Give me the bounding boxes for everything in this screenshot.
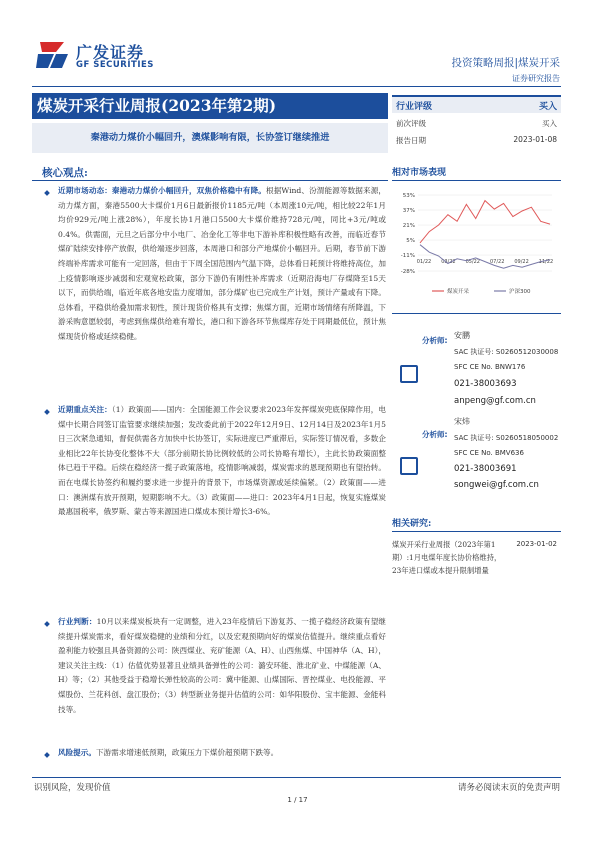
related-research-date: 2023-01-02 [516, 540, 557, 548]
rating-header [392, 95, 561, 113]
analyst-name: 宋炜 [454, 417, 470, 426]
analyst-sac: SAC 执证号: S0260518050002 [454, 434, 559, 442]
footer-divider [32, 777, 561, 778]
page-number: 1 / 17 [287, 796, 308, 804]
market-divider [392, 180, 561, 181]
analyst-phone: 021-38003691 [454, 464, 517, 474]
report-date-value: 2023-01-08 [513, 135, 557, 144]
paragraph-lead: 行业判断： [58, 617, 97, 626]
report-date-label: 报告日期 [396, 136, 426, 145]
prev-rating-value: 买入 [542, 119, 557, 128]
x-tick-label: 05/22 [465, 259, 481, 266]
report-title: 煤炭开采行业周报(2023年第2期) [32, 93, 388, 119]
analyst-sfc: SFC CE No. BNW176 [454, 363, 526, 371]
y-tick-label: 53% [402, 193, 415, 199]
series-line [420, 201, 550, 243]
analyst-sfc: SFC CE No. BMV636 [454, 449, 524, 457]
analyst-role-label: 分析师: [422, 430, 448, 439]
prev-rating-label: 前次评级 [396, 119, 426, 128]
paragraph-text: 根据Wind、汾渭能源等数据来源，动力煤方面，秦港5500大卡煤价1月6日最新报价1185元/吨（本周涨10元/吨，相比较22年1月均价929元/吨上涨28%），年度长协1月港口5500大卡煤价维持728元/吨，同比+3元/吨或0.4%。供需面，元旦之后部分中小电厂、冶金化工等非电下游补库积极性略有改善，而临近春节煤矿陆续安排停产放假，供给端逐步回落，本周港口和部分产地煤价小幅回升。后期，春节前下游终端补库需求可能有一定回落，但由于下周全国范围内气温下降，总体看日耗预计将维持高位，加上疫情影响逐步减弱和宏观宽松政策，部分下游仍有刚性补库需求（近期沿海电厂存煤降至15天以下，而供给端，临近年底各地安监力度增加，部分煤矿也已完成生产计划，预计产量或有下降。总体看，平稳供给叠加需求韧性，预计现货价格具有支撑；焦煤方面，近期市场情绪有所降温，下游采购意愿较弱，考虑到焦煤供给难有增长，港口和下游各环节焦煤库存处于同期最低位，预计焦煤现货价格或延续稳健。 [58, 186, 386, 341]
report-subtitle: 秦港动力煤价小幅回升，澳煤影响有限，长协签订继续推进 [32, 123, 388, 153]
rating-value: 买入 [538, 102, 557, 112]
y-tick-label: -28% [400, 269, 415, 275]
x-tick-label: 11/22 [538, 259, 554, 266]
logo-text-cn: 广发证券 [76, 43, 145, 62]
paragraph-text: 10月以来煤炭板块有一定调整，进入23年疫情后下游复苏、一揽子稳经济政策有望继续提升煤炭需求，看好煤炭稳健的业绩和分红，以及宏观预期向好的煤炭估值提升。继续重点看好盈利能力较强且具备资源的公司：陕西煤业、兖矿能源（A、H）、山西焦煤、中国神华（A、H），建议关注主线：（1）估值优势显著且业绩具备弹性的公司：潞安环能、淮北矿业、中煤能源（A、H）等；（2）其他受益于稳增长弹性较高的公司：冀中能源、山煤国际、晋控煤业、电投能源、平煤股份、兰花科创、盘江股份；（3）转型新业务提升估值的公司：如华阳股份、宝丰能源、金能科技等。 [58, 617, 387, 714]
header-divider [32, 86, 561, 87]
analyst-sac: SAC 执证号: S0260512030008 [454, 348, 559, 356]
y-tick-label: 37% [402, 208, 415, 215]
industry-judgement-paragraph [58, 615, 386, 717]
core-divider [32, 180, 388, 181]
x-tick-label: 01/22 [416, 259, 432, 266]
x-tick-label: 07/22 [489, 259, 505, 266]
x-tick-label: 09/22 [514, 259, 529, 266]
analyst-divider [392, 313, 561, 314]
gf-securities-logo [34, 38, 164, 74]
bullet-icon [44, 621, 50, 627]
key-focus-paragraph [58, 403, 386, 520]
related-research-item[interactable] [392, 538, 561, 577]
risk-warning-paragraph [58, 746, 386, 761]
analyst-phone: 021-38003693 [454, 379, 517, 389]
bullet-icon [44, 190, 50, 196]
contact-card-icon [400, 365, 418, 383]
bullet-icon [44, 752, 50, 758]
analyst-name: 安鹏 [454, 331, 470, 340]
y-tick-label: 21% [402, 223, 415, 230]
footer-slogan: 识别风险，发现价值 [34, 783, 111, 793]
relative-performance-chart [392, 187, 561, 304]
paragraph-lead: 风险提示。 [58, 748, 96, 757]
logo-text-en: GF SECURITIES [76, 60, 154, 70]
performance-chart-svg [392, 187, 561, 304]
document-kind: 证券研究报告 [512, 74, 560, 83]
y-tick-label: 5% [406, 238, 415, 245]
market-performance-title: 相对市场表现 [392, 168, 447, 178]
core-view-title: 核心观点: [42, 167, 88, 179]
legend-label: 沪深300 [509, 289, 531, 295]
bullet-icon [44, 409, 50, 415]
analyst-role-label: 分析师: [422, 336, 448, 345]
paragraph-text: 下游需求增速低预期，政策压力下煤价超预期下跌等。 [95, 748, 279, 757]
related-research-title: 相关研究: [392, 519, 432, 529]
paragraph-lead: 近期市场动态：秦港动力煤价小幅回升，双焦价格稳中有降。 [58, 186, 266, 195]
market-dynamics-paragraph [58, 184, 386, 345]
rating-heading: 行业评级 [396, 102, 433, 112]
report-type: 投资策略周报|煤炭开采 [451, 57, 560, 69]
contact-card-icon [400, 457, 418, 475]
related-divider [392, 531, 561, 532]
related-research-text: 煤炭开采行业周报（2023年第1期）:1月电煤年度长协价格维持，23年进口煤或本提升限制增量 [392, 540, 502, 575]
x-tick-label: 03/22 [441, 259, 456, 266]
series-line [420, 245, 550, 269]
gf-logo-icon [34, 38, 70, 72]
footer-disclaimer: 请务必阅读末页的免责声明 [457, 783, 560, 793]
legend-label: 煤炭开采 [447, 289, 470, 295]
analyst-email[interactable]: anpeng@gf.com.cn [454, 396, 536, 406]
paragraph-text: （1）政策面——国内：全国能源工作会议要求2023年发挥煤炭兜底保障作用，电煤中长期合同签订监管要求继续加强；发改委此前于2022年12月9日、12月14日及2023年1月5日三次紧急通知，督促供需各方加快中长协签订，实际进度已严重滞后，实际签订情况看，多数企业相比22年长协变化整体不大（部分前期长协比例较低的公司长协略有增长），主此长协政策面整体已趋于平稳。后续在稳经济一揽子政策落地，疫情影响减弱，煤炭需求的恩现预期也有望抬转。而在电煤长协签约和履约要求进一步提升的背景下，市场煤资源或延续偏紧。（2）政策面——进口：澳洲煤有放开预期，短期影响不大。（3）政策面——进口：2023年4月1日起，恢复实施煤炭最惠国税率，俄罗斯、蒙古等来源国进口煤成本预计增长3-6%。 [58, 405, 387, 517]
analyst-email[interactable]: songwei@gf.com.cn [454, 480, 539, 490]
y-tick-label: -11% [400, 253, 415, 260]
paragraph-lead: 近期重点关注： [58, 405, 112, 414]
